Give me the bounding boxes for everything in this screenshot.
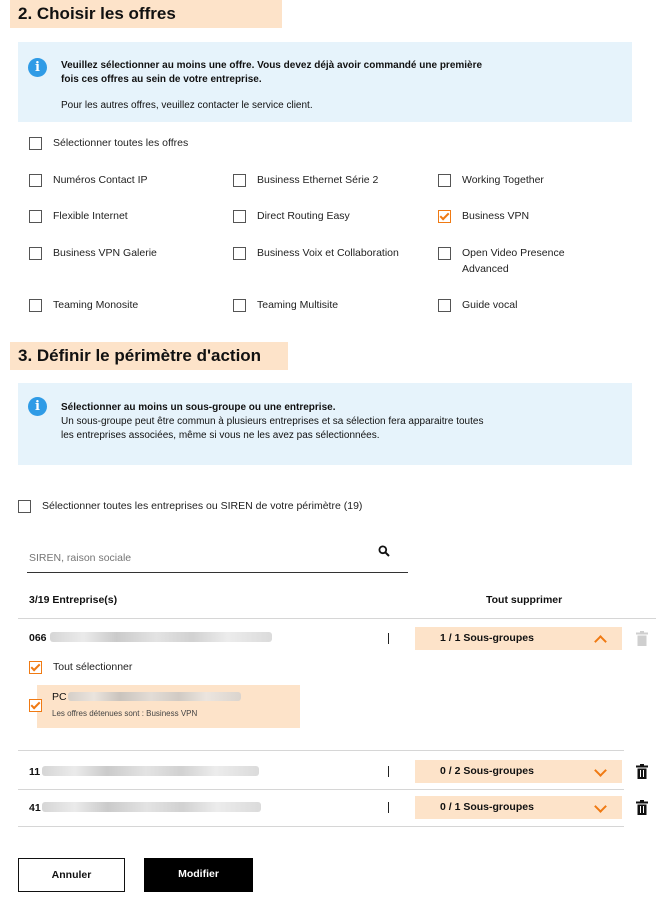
offer-label: Teaming Multisite [257,299,339,311]
subgroups-toggle[interactable] [415,760,622,783]
select-all-offers-label: Sélectionner toutes les offres [53,137,189,149]
divider [18,826,624,827]
subgroup-detail: Les offres détenues sont : Business VPN [52,709,198,718]
offer-label: Working Together [462,174,544,186]
submit-button[interactable]: Modifier [144,858,253,892]
offer-checkbox-numeros-contact-ip[interactable] [29,174,42,187]
chevron-down-icon [594,800,607,813]
offer-label: Guide vocal [462,299,518,311]
search-field[interactable] [27,542,408,573]
select-all-subgroups-checkbox[interactable] [29,661,42,674]
remove-all-link[interactable]: Tout supprimer [486,594,563,606]
offer-checkbox-direct-routing-easy[interactable] [233,210,246,223]
offer-label: Open Video Presence [462,247,565,259]
chevron-down-icon [594,764,607,777]
offer-checkbox-business-vpn-galerie[interactable] [29,247,42,260]
section-title-scope: 3. Définir le périmètre d'action [10,342,288,370]
search-icon[interactable] [378,545,390,557]
offer-checkbox-flexible-internet[interactable] [29,210,42,223]
select-all-companies-checkbox[interactable] [18,500,31,513]
section-title-offers: 2. Choisir les offres [10,0,282,28]
info-text-line1: Sélectionner au moins un sous-groupe ou une entreprise. [61,402,336,413]
company-id: 066 [29,632,47,644]
chevron-up-icon [594,635,607,648]
trash-icon[interactable] [636,800,648,815]
divider [18,618,656,619]
select-all-companies-label: Sélectionner toutes les entreprises ou SIREN de votre périmètre (19) [42,500,363,512]
company-id: 41 [29,802,41,814]
offer-label: Numéros Contact IP [53,174,148,186]
offer-label: Teaming Monosite [53,299,139,311]
offer-label: Business Voix et Collaboration [257,247,399,259]
subgroup-item [37,685,300,728]
offer-checkbox-business-vpn[interactable] [438,210,451,223]
subgroups-toggle[interactable] [415,627,622,650]
column-separator [388,802,389,813]
subgroups-count: 1 / 1 Sous-groupes [440,632,534,644]
subgroup-checkbox[interactable] [29,699,42,712]
info-icon: i [28,58,47,77]
redacted-subgroup-name [68,692,241,701]
column-separator [388,766,389,777]
offer-label-line2: Advanced [462,263,509,275]
trash-icon[interactable] [636,631,648,646]
companies-count: 3/19 Entreprise(s) [29,594,118,606]
info-text-line2: fois ces offres au sein de votre entreprise. [61,74,262,85]
offer-checkbox-working-together[interactable] [438,174,451,187]
info-box-scope [18,383,632,465]
offer-label: Business Ethernet Série 2 [257,174,379,186]
info-text-line3: les entreprises associées, même si vous ne les avez pas sélectionnées. [61,430,380,441]
divider [18,789,624,790]
select-all-subgroups-label: Tout sélectionner [53,661,133,673]
offer-checkbox-open-video-presence[interactable] [438,247,451,260]
offer-checkbox-teaming-multisite[interactable] [233,299,246,312]
offer-checkbox-guide-vocal[interactable] [438,299,451,312]
redacted-company-name [50,632,272,642]
offer-label: Business VPN [462,210,530,222]
column-separator [388,633,389,644]
offer-label: Business VPN Galerie [53,247,157,259]
info-text-line3: Pour les autres offres, veuillez contacter le service client. [61,100,313,111]
divider [18,750,624,751]
offer-label: Flexible Internet [53,210,128,222]
subgroup-name: PC [52,691,67,703]
company-id: 11 [29,766,41,778]
info-box-offers [18,42,632,122]
info-text-line2: Un sous-groupe peut être commun à plusieurs entreprises et sa sélection fera apparaitre toutes [61,416,484,427]
select-all-offers-checkbox[interactable] [29,137,42,150]
redacted-company-name [42,802,261,812]
search-input[interactable] [27,546,371,570]
subgroups-toggle[interactable] [415,796,622,819]
cancel-button[interactable]: Annuler [18,858,125,892]
subgroups-count: 0 / 2 Sous-groupes [440,765,534,777]
offer-checkbox-business-ethernet[interactable] [233,174,246,187]
info-icon: i [28,397,47,416]
info-text-line1: Veuillez sélectionner au moins une offre. Vous devez déjà avoir commandé une première [61,60,483,71]
trash-icon[interactable] [636,764,648,779]
subgroups-count: 0 / 1 Sous-groupes [440,801,534,813]
offer-label: Direct Routing Easy [257,210,350,222]
offer-checkbox-business-voix[interactable] [233,247,246,260]
redacted-company-name [42,766,259,776]
offer-checkbox-teaming-monosite[interactable] [29,299,42,312]
